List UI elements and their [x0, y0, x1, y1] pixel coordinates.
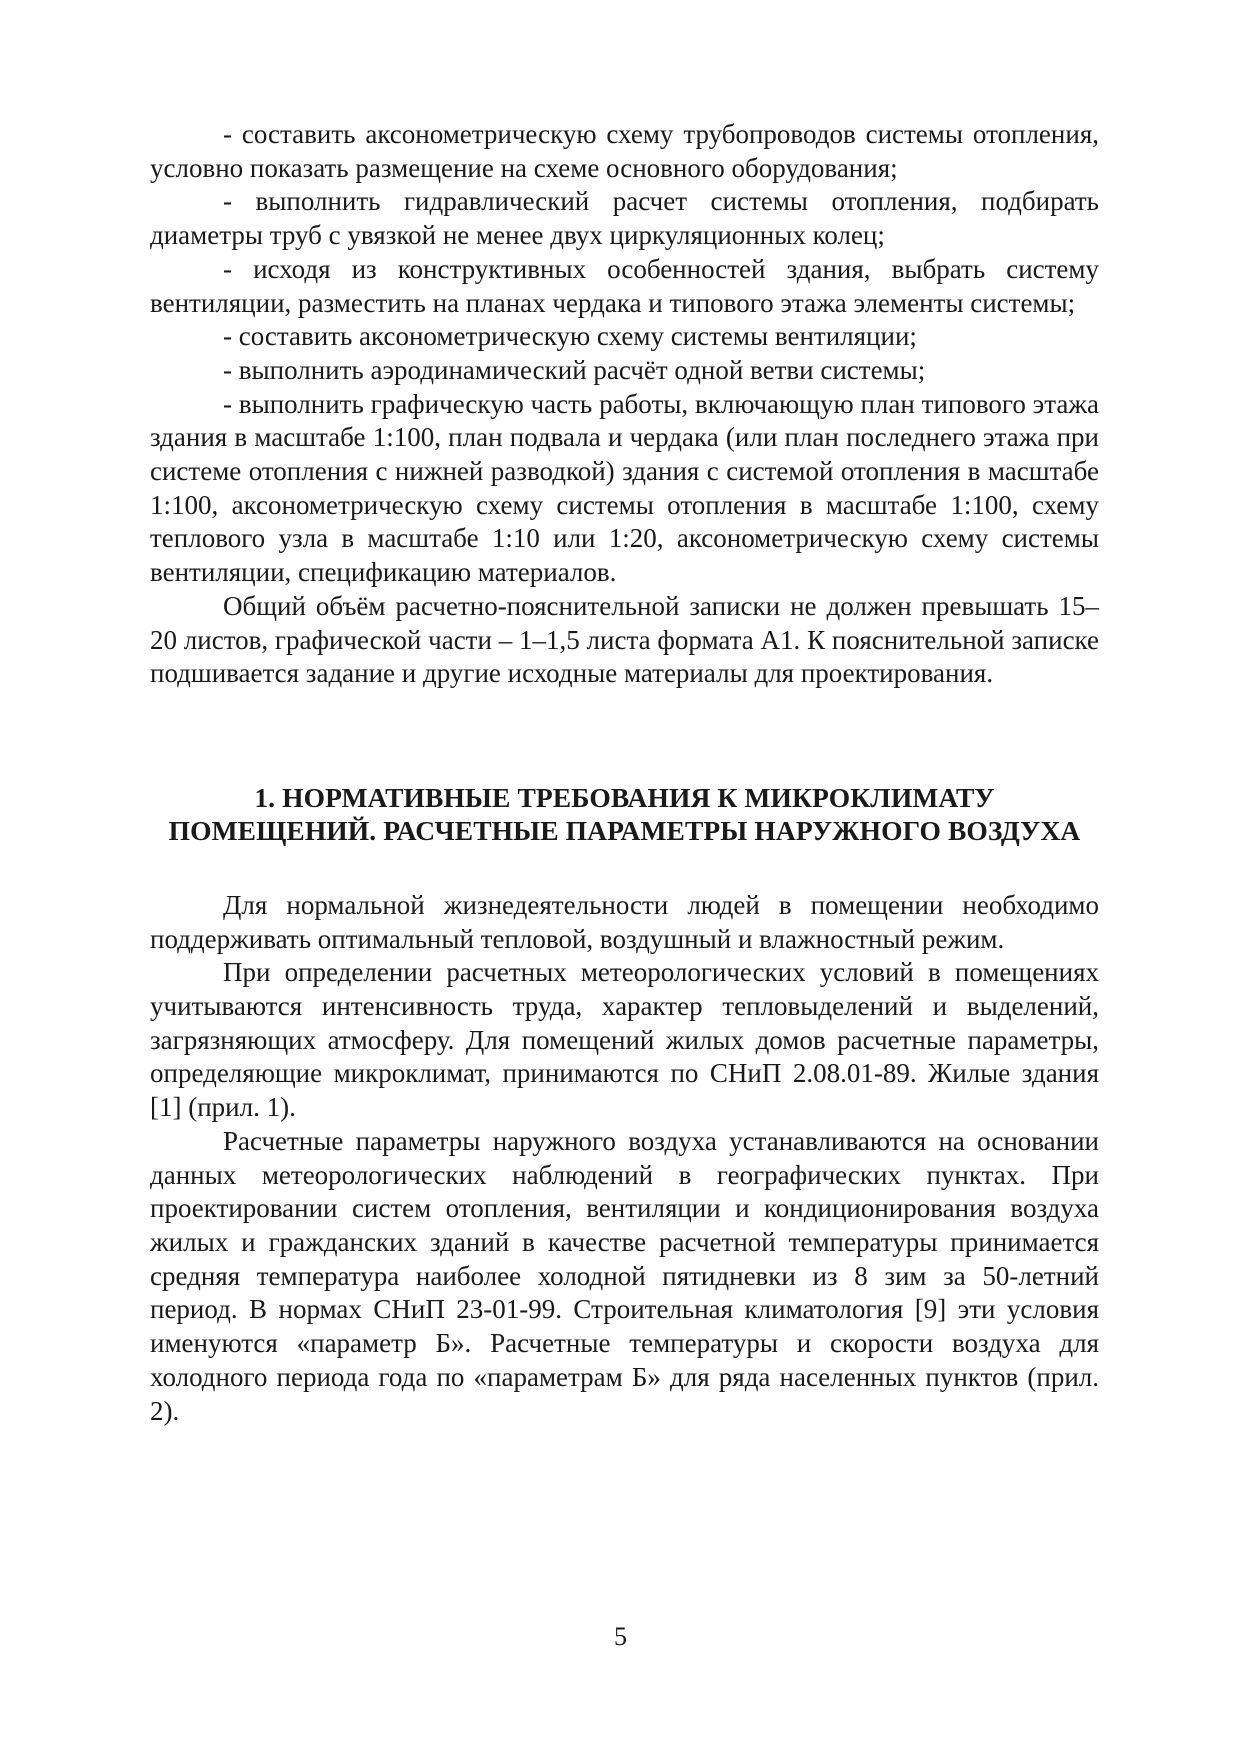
paragraph-total-volume: Общий объём расчетно-пояснительной записки не должен превышать 15–20 листов, графической части – 1–1,5 листа формата А1. К пояснительной записке подшивается задание и другие исходные материалы для проектирования.	[150, 590, 1099, 689]
paragraph-graphic-part: - выполнить графическую часть работы, включающую план типового этажа здания в масштабе 1:100, план подвала и чердака (или план последнего этажа при системе отопления с нижней разводкой) здания с системой отопления в масштабе 1:100, аксонометрическую схему системы отопления в масштабе 1:100, схему теплового узла в масштабе 1:10 или 1:20, аксонометрическую схему системы вентиляции, спецификацию материалов.	[150, 388, 1099, 588]
section-title-line-1: 1. НОРМАТИВНЫЕ ТРЕБОВАНИЯ К МИКРОКЛИМАТУ	[254, 781, 995, 813]
paragraph-axonometric-heating: - составить аксонометрическую схему трубопроводов системы отопления, условно показать размещение на схеме основного оборудования;	[150, 119, 1099, 183]
paragraph-hydraulic-calc: - выполнить гидравлический расчет системы отопления, подбирать диаметры труб с увязкой не менее двух циркуляционных колец;	[150, 186, 1099, 251]
paragraph-axonometric-ventilation: - составить аксонометрическую схему системы вентиляции;	[223, 321, 917, 352]
section-title-line-2: ПОМЕЩЕНИЙ. РАСЧЕТНЫЕ ПАРАМЕТРЫ НАРУЖНОГО ВОЗДУХА	[168, 814, 1081, 846]
paragraph-aerodynamic-calc: - выполнить аэродинамический расчёт одной ветви системы;	[223, 354, 926, 385]
paragraph-normal-life: Для нормальной жизнедеятельности людей в помещении необходимо поддерживать оптимальный тепловой, воздушный и влажностный режим.	[150, 889, 1099, 954]
paragraph-outdoor-parameters: Расчетные параметры наружного воздуха устанавливаются на основании данных метеорологических наблюдений в географических пунктах. При проектировании систем отопления, вентиляции и кондиционирования воздуха жилых и гражданских зданий в качестве расчетной температуры принимается средняя температура наиболее холодной пятидневки из 8 зим за 50-летний период. В нормах СНиП 23-01-99. Строительная климатология [9] эти условия именуются «параметр Б». Расчетные температуры и скорости воздуха для холодного периода года по «параметрам Б» для ряда населенных пунктов (прил. 2).	[150, 1125, 1099, 1426]
document-page	[150, 118, 1099, 1428]
intro-block	[150, 118, 1099, 691]
page-number: 5	[614, 1622, 627, 1651]
paragraph-ventilation-system: - исходя из конструктивных особенностей здания, выбрать систему вентиляции, разместить на планах чердака и типового этажа элементы системы;	[150, 253, 1099, 318]
section-body	[150, 889, 1099, 1428]
section-title	[150, 781, 1099, 847]
paragraph-meteorological-conditions: При определении расчетных метеорологических условий в помещениях учитываются интенсивность труда, характер тепловыделений и выделений, загрязняющих атмосферу. Для помещений жилых домов расчетные параметры, определяющие микроклимат, принимаются по СНиП 2.08.01-89. Жилые здания [1] (прил. 1).	[150, 957, 1099, 1123]
